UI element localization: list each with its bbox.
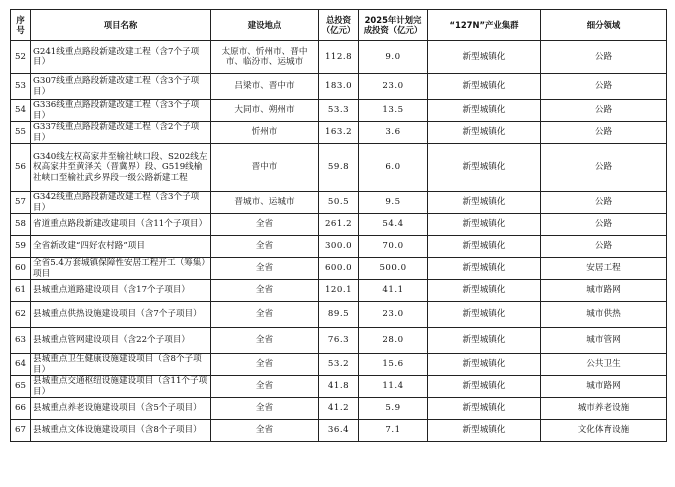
row-name: G307线重点路段新建改建工程（含3个子项目） [31, 74, 211, 100]
row-field: 公路 [541, 74, 667, 100]
row-field: 公路 [541, 41, 667, 74]
row-name: G337线重点路段新建改建工程（含2个子项目） [31, 122, 211, 144]
row-no: 52 [11, 41, 31, 74]
table-row [11, 41, 667, 74]
row-cluster: 新型城镇化 [428, 376, 541, 398]
row-name: 县城重点养老设施建设项目（含5个子项目） [31, 398, 211, 420]
row-total: 36.4 [319, 420, 359, 442]
project-table [10, 9, 667, 442]
header-no: 序号 [11, 10, 31, 41]
row-total: 53.2 [319, 354, 359, 376]
table-row [11, 328, 667, 354]
row-total: 183.0 [319, 74, 359, 100]
row-field: 城市供热 [541, 302, 667, 328]
row-no: 63 [11, 328, 31, 354]
row-no: 57 [11, 192, 31, 214]
table-row [11, 280, 667, 302]
row-name: 县城重点文体设施建设项目（含8个子项目） [31, 420, 211, 442]
row-no: 66 [11, 398, 31, 420]
row-total: 41.8 [319, 376, 359, 398]
row-plan: 3.6 [359, 122, 428, 144]
row-location: 全省 [211, 354, 319, 376]
row-field: 公共卫生 [541, 354, 667, 376]
table-row [11, 100, 667, 122]
table-row [11, 354, 667, 376]
table-row [11, 376, 667, 398]
row-cluster: 新型城镇化 [428, 144, 541, 192]
row-plan: 9.5 [359, 192, 428, 214]
table-body [11, 41, 667, 442]
row-field: 公路 [541, 214, 667, 236]
row-location: 全省 [211, 236, 319, 258]
row-no: 55 [11, 122, 31, 144]
row-plan: 7.1 [359, 420, 428, 442]
header-field: 细分领域 [541, 10, 667, 41]
row-field: 公路 [541, 236, 667, 258]
row-name: 省道重点路段新建改建项目（含11个子项目） [31, 214, 211, 236]
row-location: 晋中市 [211, 144, 319, 192]
row-no: 64 [11, 354, 31, 376]
row-plan: 70.0 [359, 236, 428, 258]
row-plan: 13.5 [359, 100, 428, 122]
row-plan: 5.9 [359, 398, 428, 420]
row-cluster: 新型城镇化 [428, 398, 541, 420]
row-location: 全省 [211, 258, 319, 280]
row-plan: 500.0 [359, 258, 428, 280]
row-field: 公路 [541, 192, 667, 214]
table-row [11, 258, 667, 280]
row-location: 全省 [211, 398, 319, 420]
row-plan: 41.1 [359, 280, 428, 302]
row-field: 文化体育设施 [541, 420, 667, 442]
row-field: 公路 [541, 122, 667, 144]
row-no: 58 [11, 214, 31, 236]
table-row [11, 302, 667, 328]
row-field: 安居工程 [541, 258, 667, 280]
row-total: 76.3 [319, 328, 359, 354]
row-plan: 6.0 [359, 144, 428, 192]
row-location: 全省 [211, 280, 319, 302]
row-total: 112.8 [319, 41, 359, 74]
row-field: 城市养老设施 [541, 398, 667, 420]
row-no: 59 [11, 236, 31, 258]
table-row [11, 236, 667, 258]
header-location: 建设地点 [211, 10, 319, 41]
row-location: 忻州市 [211, 122, 319, 144]
row-location: 大同市、朔州市 [211, 100, 319, 122]
row-no: 61 [11, 280, 31, 302]
row-cluster: 新型城镇化 [428, 122, 541, 144]
row-plan: 9.0 [359, 41, 428, 74]
header-row [11, 10, 667, 41]
header-total: 总投资（亿元） [319, 10, 359, 41]
row-total: 300.0 [319, 236, 359, 258]
row-no: 53 [11, 74, 31, 100]
row-no: 60 [11, 258, 31, 280]
row-plan: 15.6 [359, 354, 428, 376]
row-total: 120.1 [319, 280, 359, 302]
row-name: 县城重点供热设施建设项目（含7个子项目） [31, 302, 211, 328]
row-plan: 23.0 [359, 74, 428, 100]
row-total: 89.5 [319, 302, 359, 328]
row-field: 公路 [541, 144, 667, 192]
row-cluster: 新型城镇化 [428, 302, 541, 328]
table-row [11, 214, 667, 236]
header-cluster: “127N”产业集群 [428, 10, 541, 41]
row-location: 全省 [211, 376, 319, 398]
row-cluster: 新型城镇化 [428, 100, 541, 122]
header-name: 项目名称 [31, 10, 211, 41]
row-field: 公路 [541, 100, 667, 122]
row-field: 城市路网 [541, 376, 667, 398]
row-name: 全省新改建“四好农村路”项目 [31, 236, 211, 258]
row-total: 261.2 [319, 214, 359, 236]
row-plan: 23.0 [359, 302, 428, 328]
row-location: 吕梁市、晋中市 [211, 74, 319, 100]
row-field: 城市管网 [541, 328, 667, 354]
row-total: 53.3 [319, 100, 359, 122]
row-location: 晋城市、运城市 [211, 192, 319, 214]
row-cluster: 新型城镇化 [428, 236, 541, 258]
row-cluster: 新型城镇化 [428, 420, 541, 442]
row-total: 41.2 [319, 398, 359, 420]
row-no: 65 [11, 376, 31, 398]
table-row [11, 192, 667, 214]
row-location: 全省 [211, 420, 319, 442]
row-name: 县城重点交通枢纽设施建设项目（含11个子项目） [31, 376, 211, 398]
row-no: 54 [11, 100, 31, 122]
row-total: 59.8 [319, 144, 359, 192]
row-cluster: 新型城镇化 [428, 354, 541, 376]
row-cluster: 新型城镇化 [428, 214, 541, 236]
row-cluster: 新型城镇化 [428, 192, 541, 214]
table-row [11, 74, 667, 100]
row-field: 城市路网 [541, 280, 667, 302]
header-plan: 2025年计划完成投资（亿元） [359, 10, 428, 41]
row-no: 56 [11, 144, 31, 192]
row-cluster: 新型城镇化 [428, 74, 541, 100]
row-name: 全省5.4万套城镇保障性安居工程开工（筹集）项目 [31, 258, 211, 280]
row-cluster: 新型城镇化 [428, 41, 541, 74]
row-total: 50.5 [319, 192, 359, 214]
row-no: 62 [11, 302, 31, 328]
row-name: 县城重点卫生健康设施建设项目（含8个子项目） [31, 354, 211, 376]
row-name: G340线左权高家井至榆社峡口段、S202线左权高家井至黄泽关（晋冀界）段、G519线榆社峡口至榆社武乡界段一级公路新建工程 [31, 144, 211, 192]
row-location: 全省 [211, 302, 319, 328]
row-cluster: 新型城镇化 [428, 280, 541, 302]
row-plan: 28.0 [359, 328, 428, 354]
row-cluster: 新型城镇化 [428, 258, 541, 280]
row-location: 太原市、忻州市、晋中市、临汾市、运城市 [211, 41, 319, 74]
row-name: G342线重点路段新建改建工程（含3个子项目） [31, 192, 211, 214]
row-cluster: 新型城镇化 [428, 328, 541, 354]
row-name: 县城重点道路建设项目（含17个子项目） [31, 280, 211, 302]
table-row [11, 144, 667, 192]
row-name: 县城重点管网建设项目（含22个子项目） [31, 328, 211, 354]
row-plan: 54.4 [359, 214, 428, 236]
row-name: G336线重点路段新建改建工程（含3个子项目） [31, 100, 211, 122]
row-no: 67 [11, 420, 31, 442]
row-plan: 11.4 [359, 376, 428, 398]
table-row [11, 420, 667, 442]
table-row [11, 398, 667, 420]
row-location: 全省 [211, 328, 319, 354]
row-location: 全省 [211, 214, 319, 236]
row-total: 163.2 [319, 122, 359, 144]
table-row [11, 122, 667, 144]
row-total: 600.0 [319, 258, 359, 280]
row-name: G241线重点路段新建改建工程（含7个子项目） [31, 41, 211, 74]
